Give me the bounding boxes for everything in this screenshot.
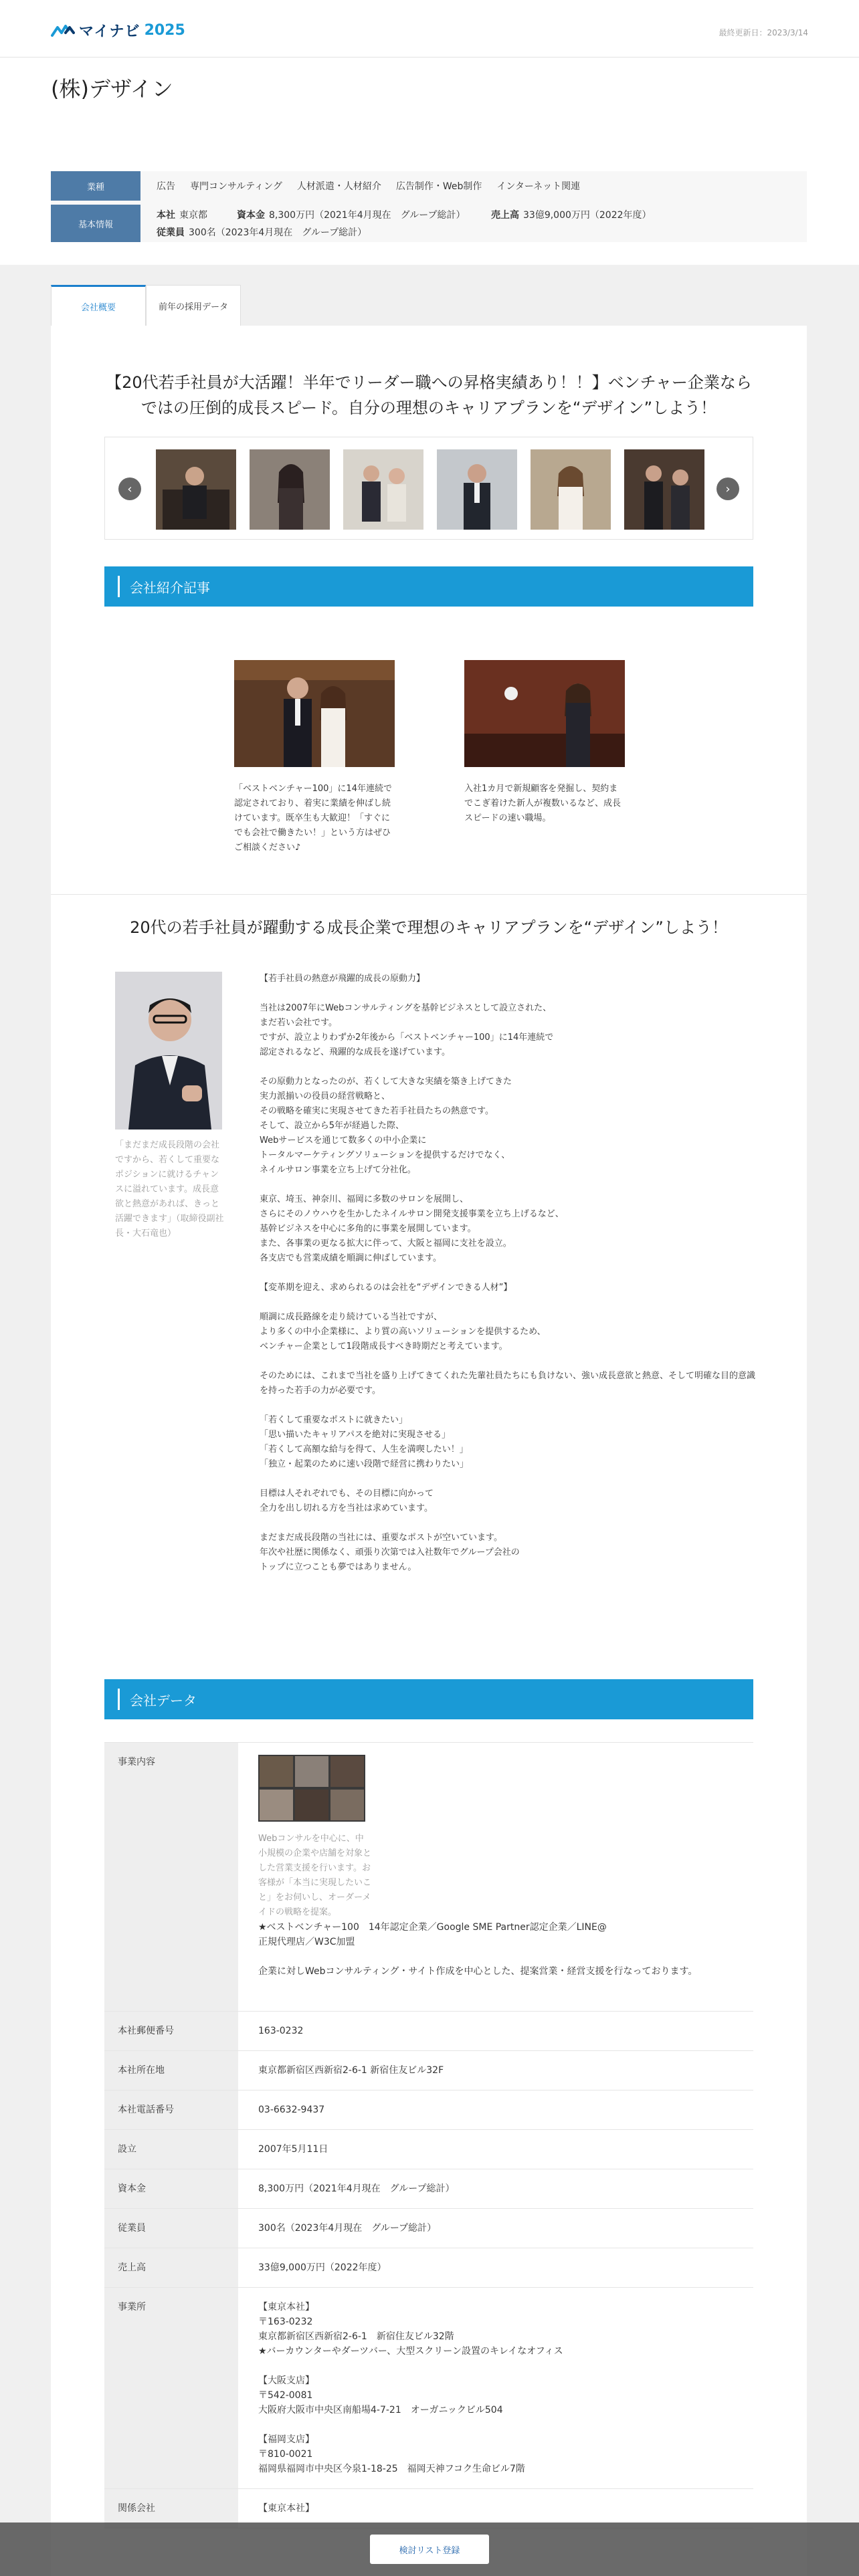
table-row bbox=[104, 2130, 753, 2169]
table-row bbox=[104, 2051, 753, 2090]
tab-company-overview[interactable]: 会社概要 bbox=[51, 285, 146, 326]
intro-paragraph: 東京、埼玉、神奈川、福岡に多数のサロンを展開し、 さらにそのノウハウを生かしたネイルサロン開発支援事業を立ち上げるなど、 基幹ビジネスを中心に多角的に事業を展開しています。 また、各事業の更なる拡大に伴って、大阪と福岡に支社を設立。 各支店でも営業成績を順調に伸ばしています。 bbox=[260, 1194, 564, 1263]
site-header bbox=[0, 0, 859, 58]
basic-info-label: 基本情報 bbox=[51, 205, 140, 242]
intro-paragraph: その原動力となったのが、若くして大きな実績を築き上げてきた 実力派揃いの役員の経営戦略と、 その戦略を確実に実現させてきた若手社員たちの熱意です。 そして、設立から5年が経過した際、 Webサービスを通じて数多くの中小企業に トータルマーケティングソリューションを提供するだけでなく、 ネイルサロン事業を立ち上げて分社化。 bbox=[260, 1077, 512, 1175]
mynavi-logo[interactable] bbox=[51, 20, 185, 41]
portrait-caption: 「まだまだ成長段階の会社ですから、若くして重要なポジションに就けるチャンスに溢れています。成長意欲と熱意があれば、きっと活躍できます」（取締役副社長・大石竜也） bbox=[115, 1140, 224, 1239]
hq-label: 本社 bbox=[157, 210, 175, 221]
carousel-prev-button[interactable]: ‹ bbox=[118, 477, 141, 500]
carousel-photo-icon[interactable] bbox=[156, 449, 236, 530]
business-text: 企業に対しWebコンサルティング・サイト作成を中心とした、提案営業・経営支援を行なっております。 bbox=[258, 1966, 698, 1977]
article-caption: 「ベストベンチャー100」に14年連続で認定されており、着実に業績を伸ばし続けています。既卒生も大歓迎！「すぐにでも会社で働きたい！」という方はぜひご相談ください♪ bbox=[234, 784, 392, 853]
table-row bbox=[104, 2012, 753, 2051]
row-value bbox=[238, 2288, 753, 2488]
section-articles-heading: 会社紹介記事 bbox=[104, 566, 753, 607]
row-label: 事業内容 bbox=[104, 1743, 238, 2011]
office-entry: 【大阪支店】 〒542-0081 大阪府大阪市中央区南船場4-7-21 オーガニックビル504 bbox=[258, 2375, 503, 2416]
catch-headline: 【20代若手社員が大活躍！半年でリーダー職への昇格実績あり！！】ベンチャー企業ならではの圧倒的成長スピード。自分の理想のキャリアプランを“デザイン”しよう！ bbox=[106, 373, 752, 417]
table-row bbox=[104, 2288, 753, 2489]
logo-text: マイナビ bbox=[79, 23, 140, 40]
industry-label: 業種 bbox=[51, 171, 140, 201]
business-photo-icon[interactable] bbox=[258, 1755, 365, 1822]
industry-item: 人材派遣・人材紹介 bbox=[296, 181, 381, 192]
industry-item: 広告制作・Web制作 bbox=[395, 181, 482, 192]
article-photo-icon[interactable] bbox=[464, 660, 625, 767]
row-label: 本社所在地 bbox=[104, 2051, 238, 2090]
office-entry: 【東京本社】 〒163-0232 東京都新宿区西新宿2-6-1 新宿住友ビル32階 ★バーカウンターやダーツバー、大型スクリーン設置のキレイなオフィス bbox=[258, 2302, 563, 2357]
row-value: 163-0232 bbox=[258, 2026, 304, 2036]
employees-label: 従業員 bbox=[157, 227, 185, 238]
row-value: 33億9,000万円（2022年度） bbox=[258, 2262, 387, 2273]
intro-paragraph: 目標は人それぞれでも、その目標に向かって 全力を出し切れる方を当社は求めています。 bbox=[260, 1489, 434, 1513]
section-company-data-heading: 会社データ bbox=[104, 1679, 753, 1719]
carousel-photo-icon[interactable] bbox=[437, 449, 517, 530]
carousel-next-button[interactable]: › bbox=[717, 477, 739, 500]
intro-paragraph: 順調に成長路線を走り続けている当社ですが、 より多くの中小企業様に、より質の高いソリューションを提供するため、 ベンチャー企業として1段階成長すべき時期だと考えています。 bbox=[260, 1312, 546, 1352]
row-label: 関係会社 bbox=[104, 2489, 238, 2528]
table-row bbox=[104, 1743, 753, 2012]
row-label: 事業所 bbox=[104, 2288, 238, 2488]
row-label: 従業員 bbox=[104, 2209, 238, 2248]
row-label: 本社電話番号 bbox=[104, 2090, 238, 2129]
table-row bbox=[104, 2090, 753, 2130]
sticky-footer bbox=[0, 2523, 859, 2576]
basic-info-row bbox=[51, 205, 807, 242]
capital-value: 8,300万円（2021年4月現在 グループ総計） bbox=[269, 210, 466, 221]
carousel-photo-icon[interactable] bbox=[343, 449, 423, 530]
capital-label: 資本金 bbox=[237, 210, 265, 221]
logo-mark-icon bbox=[51, 23, 75, 38]
intro-paragraph: そのためには、これまで当社を盛り上げてきてくれた先輩社員たちにも負けない、強い成長意欲と熱意、そして明確な目的意識を持った若手の力が必要です。 bbox=[260, 1371, 756, 1396]
intro-paragraph: まだまだ成長段階の当社には、重要なポストが空いています。 年次や社歴に関係なく、頑張り次第では入社数年でグループ会社の トップに立つことも夢ではありません。 bbox=[260, 1533, 520, 1572]
page-tabs bbox=[51, 285, 241, 326]
hq-value: 東京都 bbox=[179, 210, 207, 221]
article-card[interactable] bbox=[464, 660, 625, 826]
article-photo-icon[interactable] bbox=[234, 660, 395, 767]
article-card[interactable] bbox=[234, 660, 395, 855]
row-value: 東京都新宿区西新宿2-6-1 新宿住友ビル32F bbox=[258, 2065, 444, 2076]
business-text: ★ベストベンチャー100 14年認定企業／Google SME Partner認定企業／LINE@ 正規代理店／W3C加盟 bbox=[258, 1922, 607, 1947]
row-value: 8,300万円（2021年4月現在 グループ総計） bbox=[258, 2183, 455, 2194]
row-label: 資本金 bbox=[104, 2169, 238, 2208]
company-overview-panel bbox=[51, 326, 807, 2576]
intro-paragraph: 【変革期を迎え、求められるのは会社を“デザインできる人材”】 bbox=[260, 1283, 512, 1293]
industry-list bbox=[140, 179, 580, 193]
intro-paragraph: 「若くして重要なポストに就きたい」 「思い描いたキャリアパスを絶対に実現させる」 「若くして高額な給与を得て、人生を満喫したい！」 「独立・起業のために速い段階で経営に携わりたい」 bbox=[260, 1415, 469, 1469]
table-row bbox=[104, 2209, 753, 2248]
row-value: 2007年5月11日 bbox=[258, 2144, 328, 2155]
section-divider bbox=[51, 894, 807, 895]
table-row bbox=[104, 2169, 753, 2209]
last-updated: 最終更新日：2023/3/14 bbox=[719, 28, 808, 37]
row-label: 設立 bbox=[104, 2130, 238, 2169]
article-caption: 入社1カ月で新規顧客を発掘し、契約までこぎ着けた新人が複数いるなど、成長スピードの速い職場。 bbox=[464, 784, 622, 823]
tab-last-year-recruiting[interactable]: 前年の採用データ bbox=[146, 285, 241, 326]
intro-body bbox=[260, 972, 761, 1575]
business-photo-caption: Webコンサルを中心に、中小規模の企業や店舗を対象とした営業支援を行います。お客様が「本当に実現したいこと」をお伺いし、オーダーメイドの戦略を提案。 bbox=[258, 1834, 372, 1917]
photo-carousel bbox=[104, 437, 753, 540]
table-row bbox=[104, 2248, 753, 2288]
carousel-photo-icon[interactable] bbox=[250, 449, 330, 530]
company-summary bbox=[51, 171, 807, 242]
office-entry: 【福岡支店】 〒810-0021 福岡県福岡市中央区今泉1-18-25 福岡天神フコク生命ビル7階 bbox=[258, 2434, 525, 2474]
intro-paragraph: 当社は2007年にWebコンサルティングを基幹ビジネスとして設立された、 まだ若い会社です。 ですが、設立よりわずか2年後から「ベストベンチャー100」に14年連続で 認定されるなど、飛躍的な成長を遂げています。 bbox=[260, 1003, 554, 1057]
executive-portrait-icon bbox=[115, 972, 222, 1130]
intro-paragraph: 【若手社員の熱意が飛躍的成長の原動力】 bbox=[260, 974, 425, 984]
logo-year: 2025 bbox=[144, 22, 185, 39]
industry-item: インターネット関連 bbox=[496, 181, 581, 192]
carousel-photo-icon[interactable] bbox=[531, 449, 611, 530]
industry-item: 専門コンサルティング bbox=[190, 181, 282, 192]
add-to-list-button[interactable]: 検討リスト登録 bbox=[370, 2535, 489, 2564]
industry-row bbox=[51, 171, 807, 201]
sales-value: 33億9,000万円（2022年度） bbox=[523, 210, 652, 221]
carousel-photo-icon[interactable] bbox=[624, 449, 704, 530]
row-value: 300名（2023年4月現在 グループ総計） bbox=[258, 2223, 437, 2234]
row-value: 【東京本社】 bbox=[258, 2503, 314, 2514]
employees-value: 300名（2023年4月現在 グループ総計） bbox=[189, 227, 367, 238]
sales-label: 売上高 bbox=[491, 210, 519, 221]
intro-subheading: 20代の若手社員が躍動する成長企業で理想のキャリアプランを“デザイン”しよう！ bbox=[130, 918, 728, 937]
company-name: (株)デザイン bbox=[51, 76, 173, 102]
industry-item: 広告 bbox=[157, 181, 175, 192]
row-label: 売上高 bbox=[104, 2248, 238, 2287]
row-value: 03-6632-9437 bbox=[258, 2105, 325, 2115]
company-data-table bbox=[104, 1742, 753, 2529]
row-label: 本社郵便番号 bbox=[104, 2012, 238, 2050]
row-value bbox=[238, 1743, 753, 2011]
